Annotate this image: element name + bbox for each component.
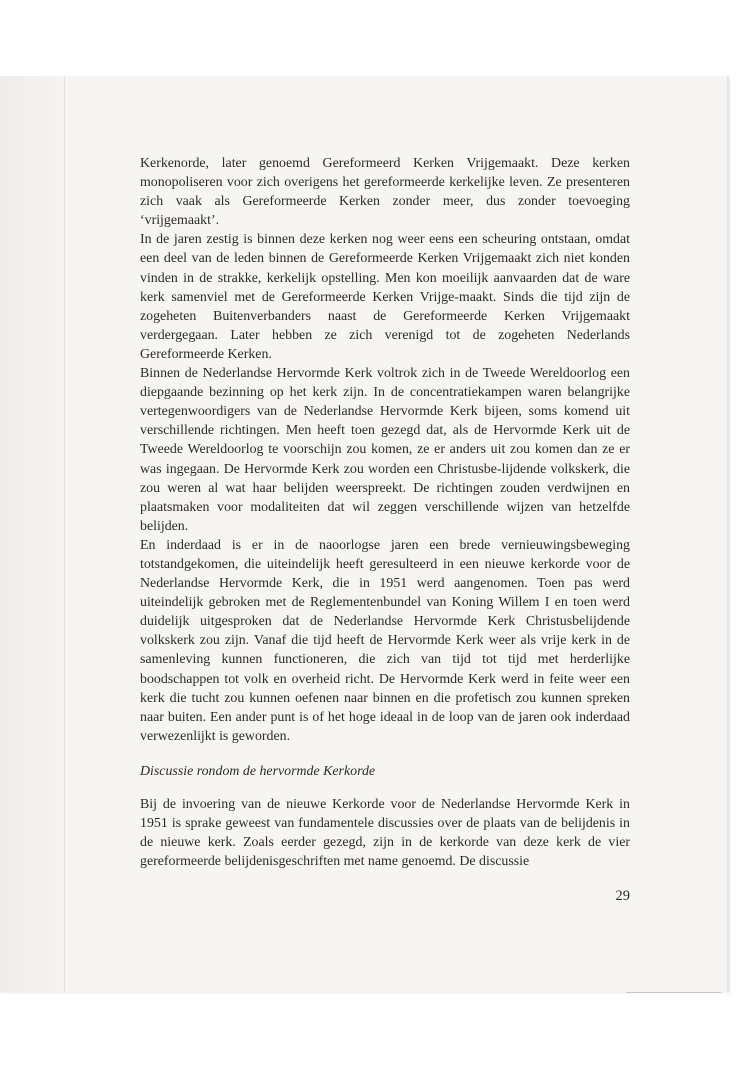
paragraph-2: In de jaren zestig is binnen deze kerken nog weer eens een scheuring ontstaan, omdat een deel van de leden binnen de Gereformeerde Kerken Vrijgemaakt zich niet konden vinden in de strakke, kerkelijk opstelling. Men kon moeilijk aanvaarden dat de ware kerk samenviel met de Gereformeerde Kerken Vrijge-maakt. Sinds die tijd zijn de zogeheten Buitenverbanders naast de Gereformeerde Kerken Vrijgemaakt verdergegaan. Later hebben ze zich verenigd tot de zogeheten Nederlands Gereformeerde Kerken. bbox=[140, 232, 630, 362]
page-gutter-shade bbox=[0, 76, 64, 992]
paragraph-3: Binnen de Nederlandse Hervormde Kerk voltrok zich in de Tweede Wereldoorlog een diepgaande bezinning op het kerk zijn. In de concentratiekampen waren belangrijke vertegenwoordigers van de Nederlandse Hervormde Kerk bijeen, soms komend uit verschillende richtingen. Men heeft toen gezegd dat, als de Hervormde Kerk uit de Tweede Wereldoorlog te voorschijn zou komen, ze er anders uit zou komen dan ze er was ingegaan. De Hervormde Kerk zou worden een Christusbe-lijdende volkskerk, die zou weren al wat haar belijden weerspreekt. De richtingen zouden verdwijnen en plaatsmaken voor modaliteiten dat wil zeggen verschillende wijzen van hetzelfde belijden. bbox=[140, 366, 630, 534]
section-heading: Discussie rondom de hervormde Kerkorde bbox=[140, 763, 376, 779]
body-text bbox=[140, 154, 630, 871]
paragraph-4: En inderdaad is er in de naoorlogse jaren een brede vernieuwingsbeweging totstandgekomen, die uiteindelijk heeft geresulteerd in een nieuwe kerkorde voor de Nederlandse Hervormde Kerk, die in 1951 werd aangenomen. Toen pas werd uiteindelijk gebroken met de Reglementenbundel van Koning Willem I en toen werd duidelijk uitgesproken dat de Nederlandse Hervormde Kerk Christusbelijdende volkskerk zou zijn. Vanaf die tijd heeft de Hervormde Kerk weer als vrije kerk in de samenleving kunnen functioneren, die zich van tijd tot tijd met herderlijke boodschappen tot volk en overheid richt. De Hervormde Kerk werd in feite weer een kerk die tucht zou kunnen oefenen naar binnen en die profetisch zou kunnen spreken naar buiten. Een ander punt is of het hoge ideaal in de loop van de jaren ook inderdaad verwezenlijkt is geworden. bbox=[140, 537, 630, 744]
page-right-edge bbox=[727, 76, 729, 992]
page-number: 29 bbox=[615, 888, 630, 904]
paragraph-1: Kerkenorde, later genoemd Gereformeerd Kerken Vrijgemaakt. Deze kerken monopoliseren voor zich overigens het gereformeerde kerkelijke leven. Ze presenteren zich vaak als Gereformeerde Kerken zonder meer, dus zonder toevoeging ‘vrijgemaakt’. bbox=[140, 156, 630, 229]
section-paragraph: Bij de invoering van de nieuwe Kerkorde voor de Nederlandse Hervormde Kerk in 1951 is sprake geweest van fundamentele discussies over de plaats van de belijdenis in de nieuwe kerk. Zoals eerder gezegd, zijn in de kerkorde van deze kerk de vier gereformeerde belijdenisgeschriften met name genoemd. De discussie bbox=[140, 797, 630, 870]
page-bottom-edge bbox=[626, 992, 721, 993]
page-gutter-line bbox=[64, 76, 65, 992]
